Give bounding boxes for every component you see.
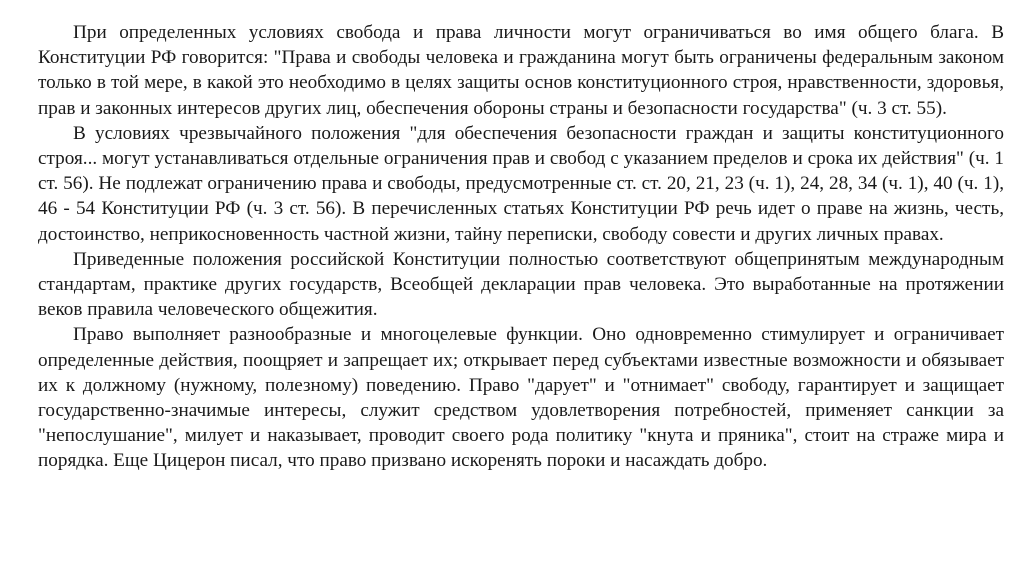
document-body	[38, 20, 1004, 474]
paragraph-functions: Право выполняет разнообразные и многоцелевые функции. Оно одновременно стимулирует и ограничивает определенные действия, поощряет и запрещает их; открывает перед субъектами известные возможности и обязывает их к должному (нужному, полезному) поведению. Право "дарует" и "отнимает" свободу, гарантирует и защищает государственно-значимые интересы, служит средством удовлетворения потребностей, применяет санкции за "непослушание", милует и наказывает, проводит своего рода политику "кнута и пряника", стоит на страже мира и порядка. Еще Цицерон писал, что право призвано искоренять пороки и насаждать добро.	[38, 324, 1004, 472]
paragraph-emergency: В условиях чрезвычайного положения "для обеспечения безопасности граждан и защиты конституционного строя... могут устанавливаться отдельные ограничения прав и свобод с указанием пределов и срока их действия" (ч. 1 ст. 56). Не подлежат ограничению права и свободы, предусмотренные ст. ст. 20, 21, 23 (ч. 1), 24, 28, 34 (ч. 1), 40 (ч. 1), 46 - 54 Конституции РФ (ч. 3 ст. 56). В перечисленных статьях Конституции РФ речь идет о праве на жизнь, честь, достоинство, неприкосновенность частной жизни, тайну переписки, свободу совести и других личных правах.	[38, 122, 1004, 245]
paragraph-restrictions: При определенных условиях свобода и права личности могут ограничиваться во имя общего блага. В Конституции РФ говорится: "Права и свободы человека и гражданина могут быть ограничены федеральным законом только в той мере, в какой это необходимо в целях защиты основ конституционного строя, нравственности, здоровья, прав и законных интересов других лиц, обеспечения обороны страны и безопасности государства" (ч. 3 ст. 55).	[38, 22, 1004, 119]
paragraph-standards: Приведенные положения российской Конституции полностью соответствуют общепринятым международным стандартам, практике других государств, Всеобщей декларации прав человека. Это выработанные на протяжении веков правила человеческого общежития.	[38, 248, 1004, 321]
